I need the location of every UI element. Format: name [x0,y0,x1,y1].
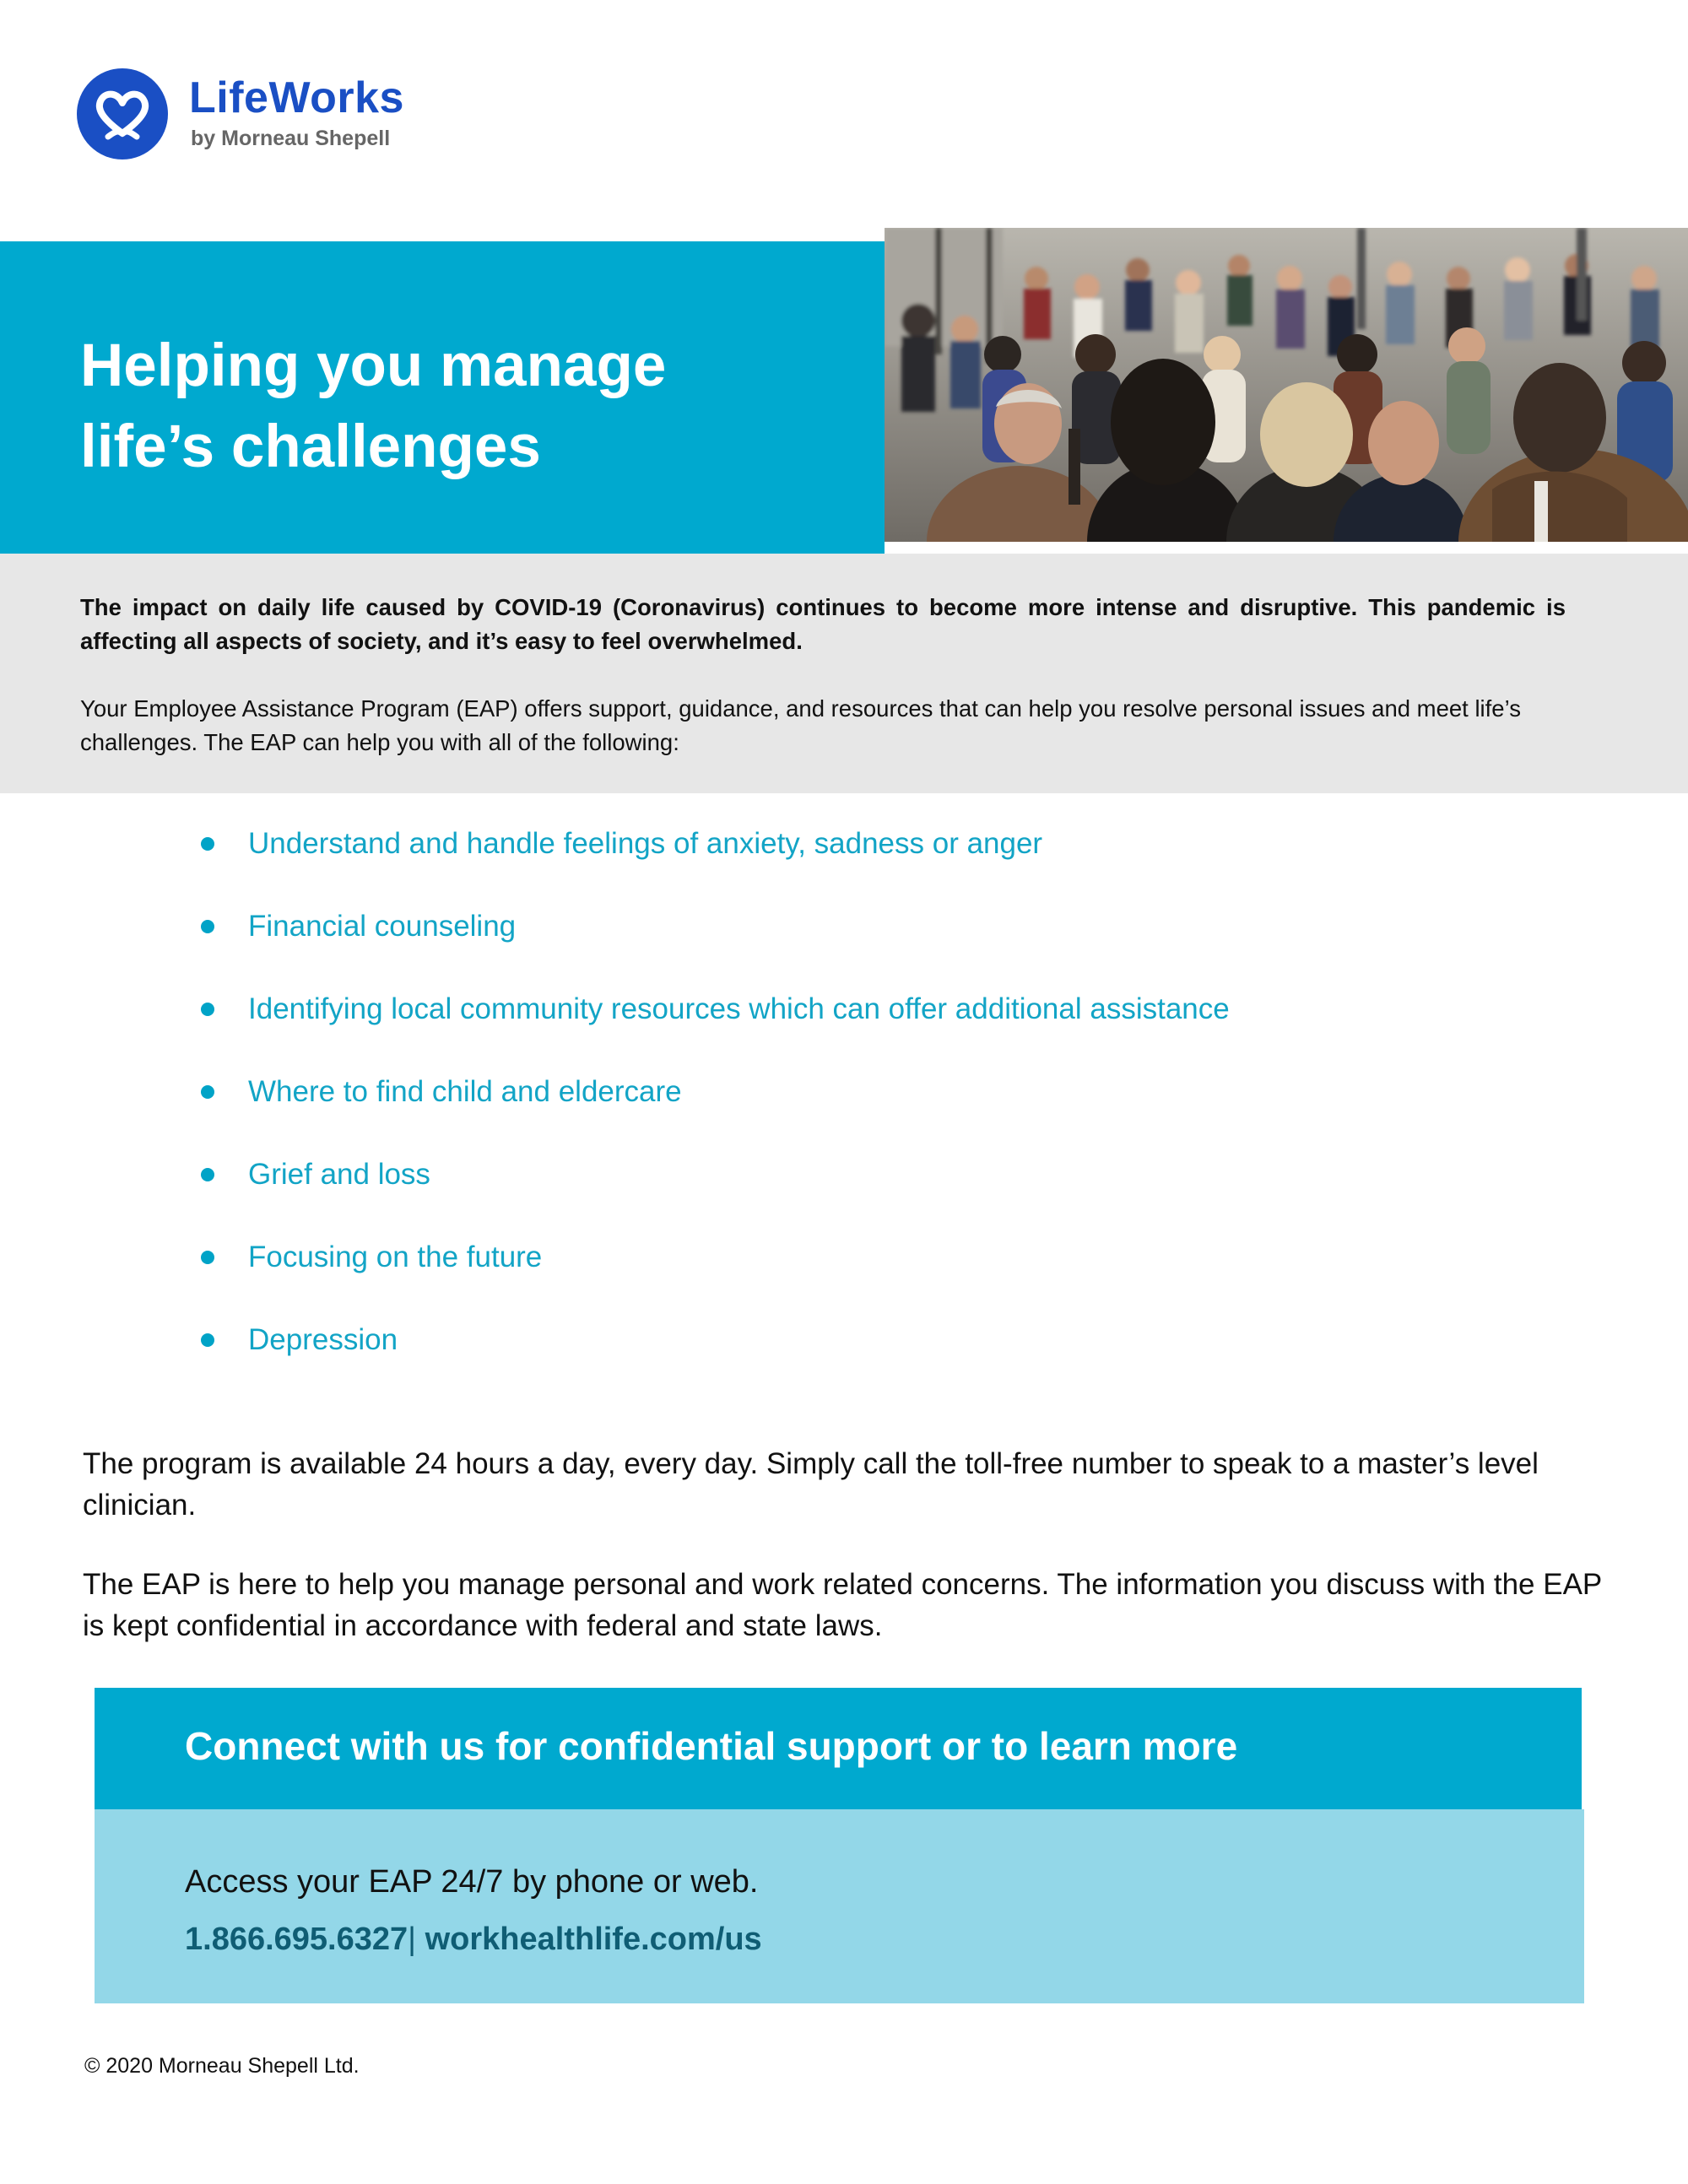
confidentiality-paragraph: The EAP is here to help you manage personal and work related concerns. The information you discuss with the EAP is kept confidential in accordance with federal and state laws. [83,1568,1602,1642]
cta-body [95,1809,1584,2003]
phone-number[interactable]: 1.866.695.6327 [185,1922,408,1957]
cta-header [95,1688,1582,1809]
website-link[interactable]: workhealthlife.com/us [425,1922,762,1957]
list-item-label: Depression [248,1323,398,1356]
list-item [0,901,1519,952]
title-line-1: Helping you manage [80,332,667,399]
list-item [0,1149,1519,1200]
crowd-photo-illustration [885,228,1688,542]
intro-body: Your Employee Assistance Program (EAP) offers support, guidance, and resources that can help you resolve personal issues and meet life’s challenges. The EAP can help you with all of the following: [80,695,1521,755]
heart-logo-icon [76,68,169,160]
brand-name: LifeWorks [189,73,404,122]
cta-access-text: Access your EAP 24/7 by phone or web. [185,1864,759,1900]
intro-lead: The impact on daily life caused by COVID-19 (Coronavirus) continues to become more intense and disruptive. This pandemic is affecting all aspects of society, and it’s easy to feel overwhelmed. [80,594,1566,654]
bullet-icon [201,1085,214,1099]
bullet-icon [201,920,214,933]
crowd-photo [885,228,1688,542]
page-title [80,326,666,488]
list-item [0,1315,1519,1365]
cta-contact-line [185,1919,762,1960]
copyright: © 2020 Morneau Shepell Ltd. [84,2054,360,2078]
list-item [0,819,1519,869]
bullet-icon [201,1003,214,1016]
bullet-icon [201,1333,214,1347]
bullet-icon [201,1168,214,1181]
brand-tagline: by Morneau Shepell [191,127,391,150]
list-item-label: Understand and handle feelings of anxiety, sadness or anger [248,827,1043,860]
list-item-label: Where to find child and eldercare [248,1075,682,1108]
availability-paragraph: The program is available 24 hours a day, every day. Simply call the toll-free number to speak to a master’s level clinician. [83,1447,1539,1522]
hero-banner [0,241,885,554]
list-item [0,1067,1519,1117]
list-item-label: Focusing on the future [248,1241,543,1273]
bullet-icon [201,837,214,851]
title-line-2: life’s challenges [80,414,541,480]
lifeworks-logo [76,68,464,160]
contact-separator: | [408,1922,417,1957]
intro-section [0,554,1688,793]
list-item [0,984,1519,1035]
cta-heading: Connect with us for confidential support or to learn more [185,1724,1238,1768]
list-item-label: Financial counseling [248,910,517,943]
list-item [0,1232,1519,1283]
list-item-label: Identifying local community resources which can offer additional assistance [248,992,1230,1025]
list-item-label: Grief and loss [248,1158,430,1191]
bullet-icon [201,1251,214,1264]
